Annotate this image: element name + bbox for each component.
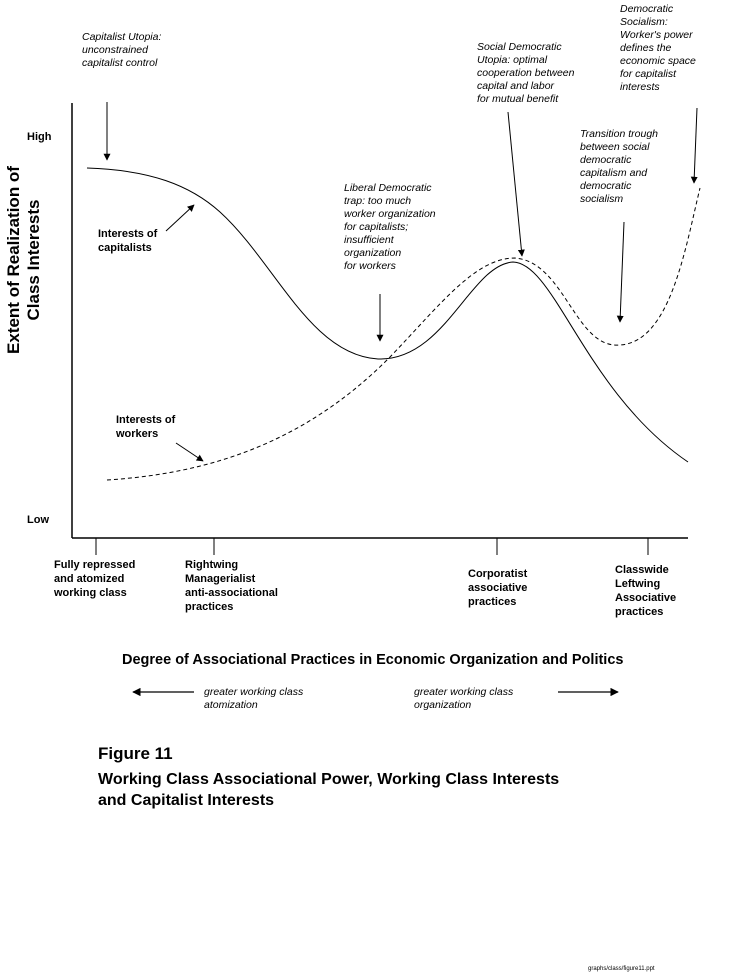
annotation-democratic-socialism: Democratic Socialism: Worker's power defines the economic space for capitalist interests [620, 3, 696, 93]
y-high-label: High [27, 131, 52, 143]
x-axis-title: Degree of Associational Practices in Economic Organization and Politics [122, 652, 624, 668]
arrow-transition [620, 222, 624, 322]
direction-left-label: greater working class atomization [204, 686, 304, 711]
direction-right-label: greater working class organization [414, 686, 514, 711]
figure-number: Figure 11 [98, 744, 173, 763]
y-low-label: Low [27, 514, 49, 526]
arrow-democratic-socialism [694, 108, 697, 183]
capitalists-curve-label: Interests of capitalists [98, 228, 158, 254]
workers-curve-label: Interests of workers [116, 414, 176, 440]
figure-caption: Working Class Associational Power, Working Class Interests and Capitalist Interests [98, 771, 560, 809]
x-tick-label-rightwing: Rightwing Managerialist anti-associational practices [185, 559, 278, 613]
arrow-capitalists-label [166, 205, 194, 231]
x-tick-label-corporatist: Corporatist associative practices [468, 568, 528, 608]
x-tick-label-repressed: Fully repressed and atomized working class [54, 559, 136, 599]
y-axis-title: Extent of Realization of Class Interests [4, 166, 43, 354]
annotation-liberal-trap: Liberal Democratic trap: too much worker organization for capitalists; insufficient organization for workers [344, 182, 436, 272]
annotation-social-democratic: Social Democratic Utopia: optimal cooperation between capital and labor for mutual benefit [477, 41, 575, 105]
x-tick-label-classwide: Classwide Leftwing Associative practices [615, 564, 677, 618]
annotation-capitalist-utopia: Capitalist Utopia: unconstrained capitalist control [82, 31, 162, 69]
arrow-social-democratic [508, 112, 522, 256]
annotation-transition: Transition trough between social democratic capitalism and democratic socialism [580, 128, 659, 205]
footer-filename: graphs/class/figure11.ppt [588, 966, 655, 972]
arrow-workers-label [176, 443, 203, 461]
